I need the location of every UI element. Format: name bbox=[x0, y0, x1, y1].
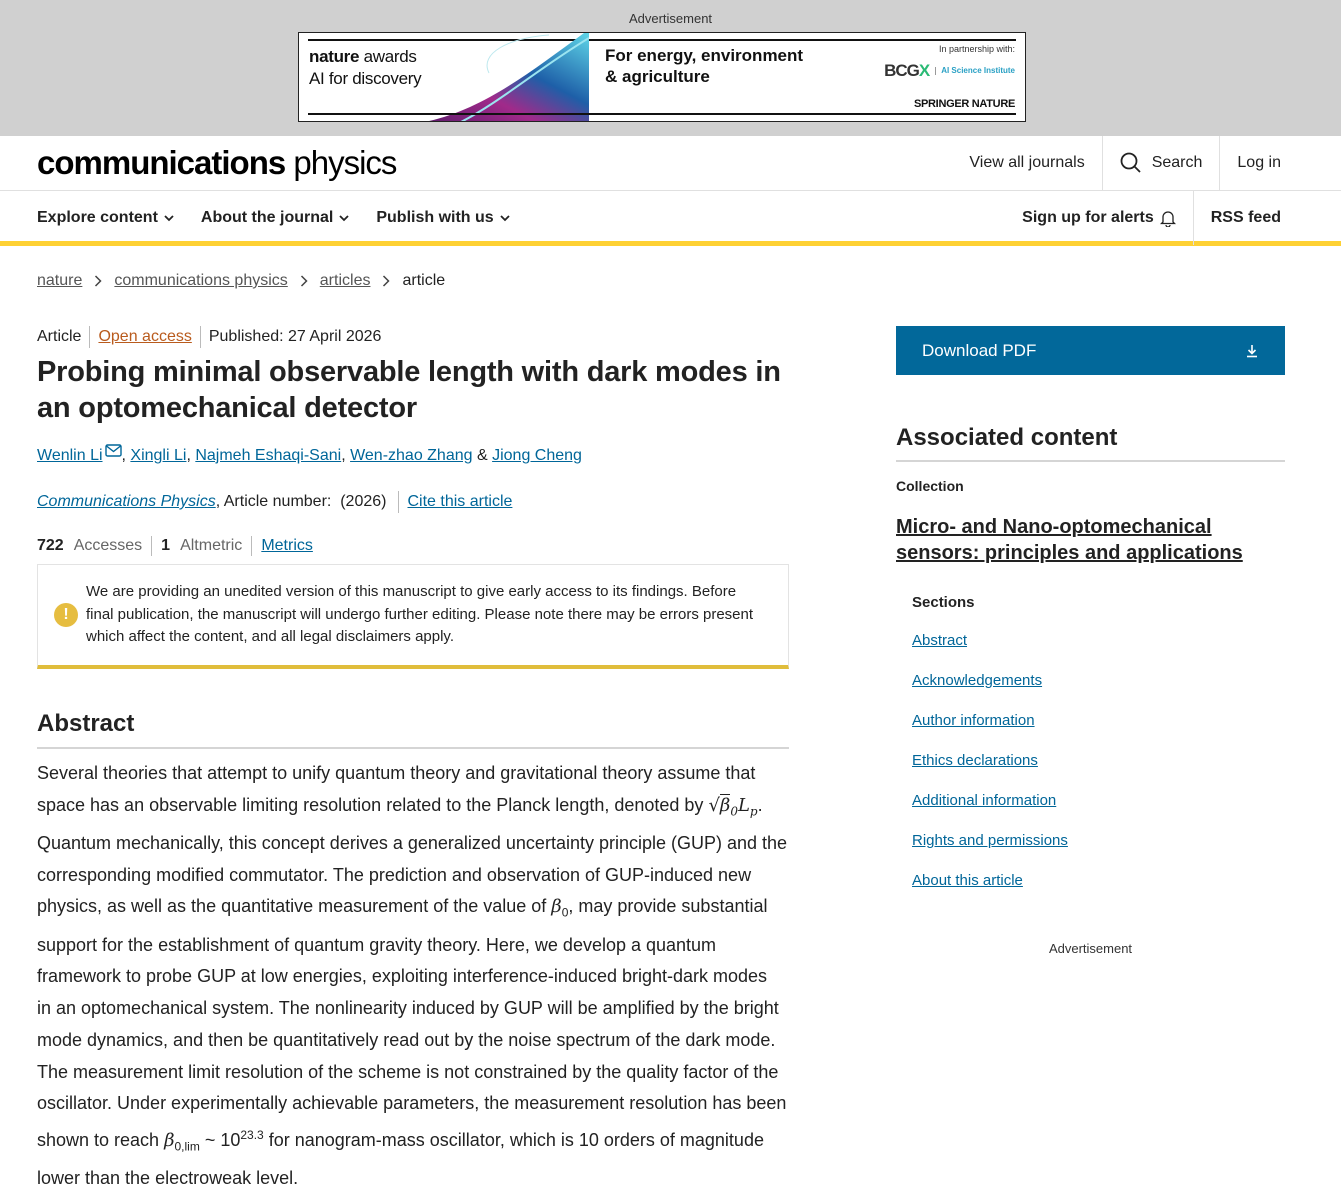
download-icon bbox=[1245, 344, 1259, 358]
unedited-manuscript-notice bbox=[37, 564, 789, 669]
login-link[interactable] bbox=[1219, 136, 1281, 190]
nav-about-journal[interactable] bbox=[201, 209, 349, 227]
breadcrumb-articles[interactable]: articles bbox=[319, 272, 371, 289]
sidebar-ad-label: Advertisement bbox=[1048, 941, 1133, 956]
bell-icon bbox=[1160, 210, 1176, 227]
ad-label: Advertisement bbox=[628, 11, 713, 26]
ad-banner bbox=[0, 0, 1341, 136]
ad-pitch: For energy, environment & agriculture bbox=[605, 46, 804, 86]
section-link-abstract[interactable]: Abstract bbox=[912, 632, 968, 649]
article-number: , Article number: (2026) bbox=[215, 493, 387, 510]
chevron-down-icon bbox=[339, 215, 349, 222]
collection-link-wrap bbox=[896, 514, 1285, 566]
site-header bbox=[0, 136, 1341, 191]
ad-rule bbox=[308, 113, 1016, 115]
nav-explore-content[interactable] bbox=[37, 209, 174, 227]
breadcrumb bbox=[37, 272, 445, 290]
notice-text: We are providing an unedited version of this manuscript to give early access to its findings. Before final publication, the manuscript will undergo further editing. Please note there may be errors present which affect the content, and all legal disclaimers apply. bbox=[86, 583, 754, 645]
article-title: Probing minimal observable length with dark modes in an optomechanical detector bbox=[37, 356, 781, 424]
ad-partner-logos bbox=[884, 61, 1015, 81]
chevron-down-icon bbox=[164, 215, 174, 222]
email-icon[interactable] bbox=[105, 444, 122, 457]
breadcrumb-communications-physics[interactable]: communications physics bbox=[114, 272, 288, 289]
list-item bbox=[912, 831, 1285, 871]
sections-heading: Sections bbox=[912, 594, 975, 611]
article-sidebar bbox=[896, 326, 1285, 956]
aisi-logo: AI Science Institute bbox=[935, 67, 1015, 75]
citation-line bbox=[37, 491, 789, 513]
author-link[interactable]: Wen-zhao Zhang bbox=[350, 447, 473, 464]
search-icon bbox=[1120, 152, 1142, 174]
list-item bbox=[912, 871, 1285, 911]
section-nav bbox=[912, 631, 1285, 911]
altmetric-label: Altmetric bbox=[180, 537, 243, 554]
ad-partner-label: In partnership with: bbox=[938, 44, 1015, 54]
ad-wave-graphic bbox=[419, 33, 589, 122]
cite-this-article-link[interactable]: Cite this article bbox=[407, 493, 513, 510]
accesses-label: Accesses bbox=[73, 537, 143, 554]
rss-label: RSS feed bbox=[1210, 209, 1281, 226]
section-link-author-information[interactable]: Author information bbox=[912, 712, 1035, 729]
view-all-journals-label: View all journals bbox=[969, 154, 1085, 171]
open-access-link[interactable]: Open access bbox=[98, 328, 192, 345]
download-pdf-button[interactable] bbox=[896, 326, 1285, 375]
breadcrumb-current: article bbox=[402, 272, 446, 289]
chevron-right-icon bbox=[382, 275, 390, 287]
alerts-label: Sign up for alerts bbox=[1022, 209, 1154, 226]
ad-rule bbox=[308, 39, 1016, 41]
divider bbox=[398, 491, 399, 513]
warning-icon: ! bbox=[54, 603, 78, 627]
main-nav bbox=[0, 191, 1341, 246]
login-label: Log in bbox=[1237, 154, 1281, 171]
journal-logo[interactable]: communications physics bbox=[37, 144, 397, 181]
nav-publish-label: Publish with us bbox=[376, 209, 494, 226]
author-list: Wenlin Li , Xingli Li, Najmeh Eshaqi-Sani, Wen-zhao Zhang & Jiong Cheng bbox=[37, 444, 789, 465]
ad-creative[interactable] bbox=[298, 32, 1026, 122]
view-all-journals-link[interactable] bbox=[952, 136, 1101, 190]
sign-up-alerts-link[interactable] bbox=[1005, 191, 1193, 245]
section-link-about-article[interactable]: About this article bbox=[912, 872, 1023, 889]
author-link[interactable]: Jiong Cheng bbox=[492, 447, 582, 464]
chevron-right-icon bbox=[300, 275, 308, 287]
list-item bbox=[912, 791, 1285, 831]
author-link[interactable]: Najmeh Eshaqi-Sani bbox=[195, 447, 342, 464]
altmetric-count: 1 bbox=[161, 537, 171, 554]
breadcrumb-nature[interactable]: nature bbox=[37, 272, 83, 289]
rss-feed-link[interactable] bbox=[1193, 191, 1281, 245]
section-link-additional-information[interactable]: Additional information bbox=[912, 792, 1057, 809]
author-link[interactable]: Wenlin Li bbox=[37, 447, 103, 464]
ad-brand: nature awards AI for discovery bbox=[309, 47, 422, 88]
article-type: Article bbox=[37, 328, 82, 345]
chevron-right-icon bbox=[94, 275, 102, 287]
header-links bbox=[952, 136, 1281, 190]
chevron-down-icon bbox=[500, 215, 510, 222]
divider bbox=[200, 326, 201, 348]
nav-about-label: About the journal bbox=[200, 209, 334, 226]
list-item bbox=[912, 631, 1285, 671]
collection-label: Collection bbox=[896, 478, 964, 494]
article-stats bbox=[37, 536, 789, 556]
published-date: Published: 27 April 2026 bbox=[208, 328, 382, 345]
divider bbox=[89, 326, 90, 348]
section-link-ethics-declarations[interactable]: Ethics declarations bbox=[912, 752, 1038, 769]
accesses-count: 722 bbox=[37, 537, 64, 554]
download-pdf-label: Download PDF bbox=[922, 340, 1037, 360]
associated-content-heading: Associated content bbox=[896, 424, 1285, 462]
divider bbox=[251, 536, 252, 556]
abstract-text: Several theories that attempt to unify quantum theory and gravitational theory assume that space has an observable limiting resolution related to the Planck length, denoted by $√\beta_0L_p$. Quantum mechanically, this concept derives a generalized uncertainty principle (GUP) and the corresponding modified commutator. The prediction and observation of GUP-induced new physics, as well as the quantitative measurement of the value of $\beta_0$, may provide substantial support for the establishment of quantum gravity theory. Here, we develop a quantum framework to probe GUP at low energies, exploiting interference-induced bright-dark modes in an optomechanical system. The nonlinearity induced by GUP will be amplified by the bright mode dynamics, and then be quantitatively read out by the noise spectrum of the dark mode. The measurement limit resolution of the scheme is not constrained by the quality factor of the oscillator. Under experimentally achievable parameters, the measurement resolution has been shown to reach $\beta_{0,lim}$ ~ $10^{23.3}$ for nanogram-mass oscillator, which is 10 orders of magnitude lower than the electroweak level. bbox=[37, 763, 788, 1189]
nav-publish-with-us[interactable] bbox=[376, 209, 509, 227]
journal-link[interactable]: Communications Physics bbox=[37, 493, 216, 510]
search-button[interactable] bbox=[1102, 136, 1220, 190]
list-item bbox=[912, 751, 1285, 791]
search-label: Search bbox=[1151, 154, 1203, 171]
math-sqrt-beta-lp: $√\beta_0L_p$ bbox=[708, 794, 758, 819]
list-item bbox=[912, 711, 1285, 751]
author-link[interactable]: Xingli Li bbox=[130, 447, 187, 464]
collection-link[interactable]: Micro- and Nano-optomechanical sensors: principles and applications bbox=[896, 516, 1243, 564]
section-link-rights-permissions[interactable]: Rights and permissions bbox=[912, 832, 1068, 849]
springer-nature-logo: SPRINGER NATURE bbox=[913, 98, 1015, 110]
divider bbox=[151, 536, 152, 556]
bcg-logo: BCGX bbox=[884, 61, 930, 80]
abstract-heading: Abstract bbox=[37, 710, 789, 749]
article-main bbox=[37, 326, 789, 1189]
nav-explore-label: Explore content bbox=[37, 209, 158, 226]
article-meta bbox=[37, 326, 789, 348]
section-link-acknowledgements[interactable]: Acknowledgements bbox=[912, 672, 1043, 689]
metrics-link[interactable]: Metrics bbox=[261, 537, 313, 554]
list-item bbox=[912, 671, 1285, 711]
